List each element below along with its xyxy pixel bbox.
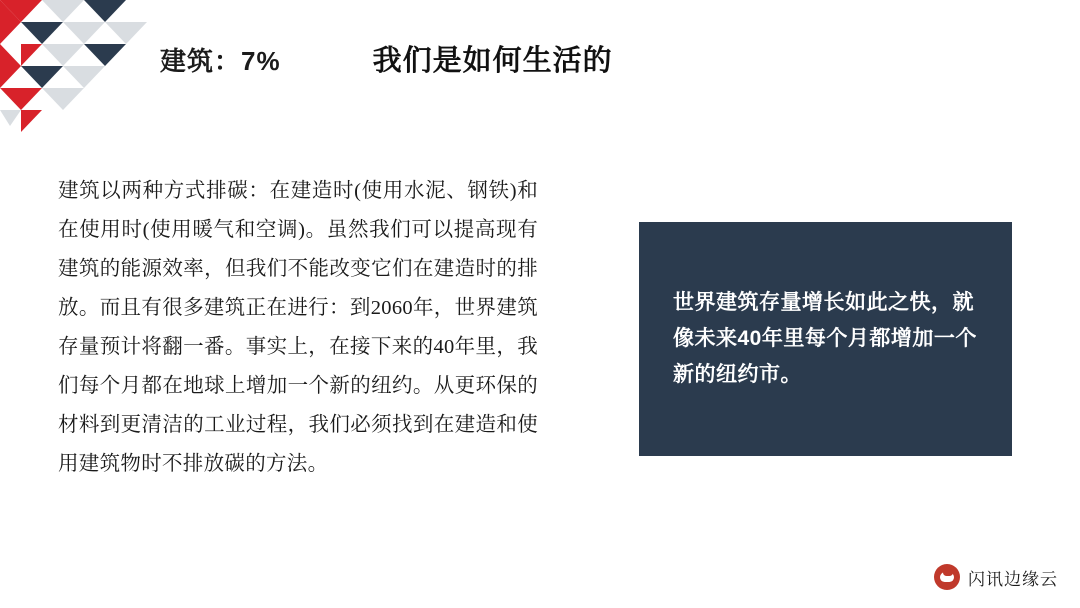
quote-text: 世界建筑存量增长如此之快，就像未来40年里每个月都增加一个新的纽约市。	[673, 291, 977, 386]
slide-header	[160, 38, 613, 79]
quote-callout-card	[639, 222, 1012, 456]
header-kicker: 建筑：7%	[160, 46, 281, 76]
body-paragraph: 建筑以两种方式排碳：在建造时(使用水泥、钢铁)和在使用时(使用暖气和空调)。虽然我们可以提高现有建筑的能源效率，但我们不能改变它们在建造时的排放。而且有很多建筑正在进行：到2060年，世界建筑存量预计将翻一番。事实上，在接下来的40年里，我们每个月都在地球上增加一个新的纽约。从更环保的材料到更清洁的工业过程，我们必须找到在建造和使用建筑物时不排放碳的方法。	[58, 180, 538, 475]
wechat-logo-icon	[934, 564, 960, 590]
corner-decoration-graphic	[0, 0, 160, 140]
page-title: 我们是如何生活的	[372, 45, 613, 77]
watermark-label: 闪讯边缘云	[968, 569, 1058, 589]
watermark	[934, 564, 1058, 590]
